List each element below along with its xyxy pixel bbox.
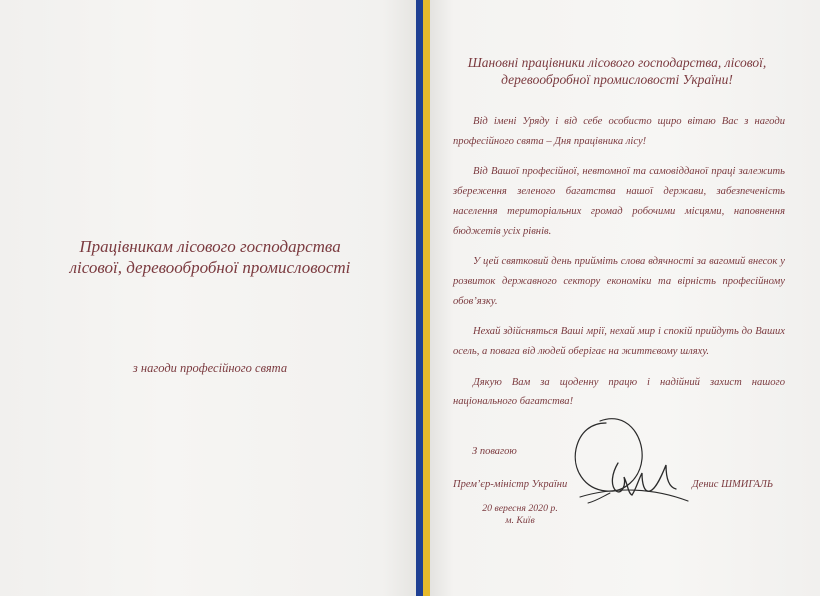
signer-position: Прем’єр-міністр України [453, 479, 568, 490]
ribbon-blue-stripe [416, 0, 423, 596]
ribbon-yellow-stripe [423, 0, 430, 596]
letter-regards: З повагою [472, 446, 517, 457]
ribbon-divider [416, 0, 430, 596]
letter-paragraph-1: Від імені Уряду і від себе особисто щиро вітаю Вас з нагоди професійного свята – Дня працівника лісу! [453, 116, 785, 147]
letter-date: 20 вересня 2020 р. [482, 503, 558, 514]
left-title-line-1: Працівникам лісового господарства [79, 237, 341, 256]
letter-body [453, 112, 785, 423]
signer-name: Денис ШМИГАЛЬ [692, 479, 774, 490]
letter-date-place [470, 503, 570, 527]
letter-paragraph-3: У цей святковий день прийміть слова вдячності за вагомий внесок у розвиток державного сектору економіки та вірність професійному обов’язку. [453, 256, 785, 307]
signature-mark [566, 415, 696, 515]
greeting-line-2: деревообробної промисловості України! [501, 72, 733, 87]
letter-paragraph-4: Нехай здійсняться Ваші мрії, нехай мир і спокій прийдуть до Ваших осель, а повага від людей оберігає на життєвому шляху. [453, 326, 785, 358]
greeting-line-1: Шановні працівники лісового господарства, лісової, [467, 55, 767, 70]
letter-paragraph-2: Від Вашої професійної, невтомної та самовідданої праці залежить збереження зеленого багатства нашої держави, забезпеченість населення територіальних громад робочими місцями, наповнення бюджетів усіх рівнів. [453, 166, 785, 237]
left-page-title [60, 236, 360, 278]
left-title-line-2: лісової, деревообробної промисловості [69, 258, 351, 277]
letter-place: м. Київ [505, 515, 535, 526]
letter-paragraph-5: Дякую Вам за щоденну працю і надійний захист нашого національного багатства! [453, 376, 785, 408]
left-page-occasion: з нагоди професійного свята [132, 361, 288, 375]
letter-greeting [452, 54, 782, 88]
